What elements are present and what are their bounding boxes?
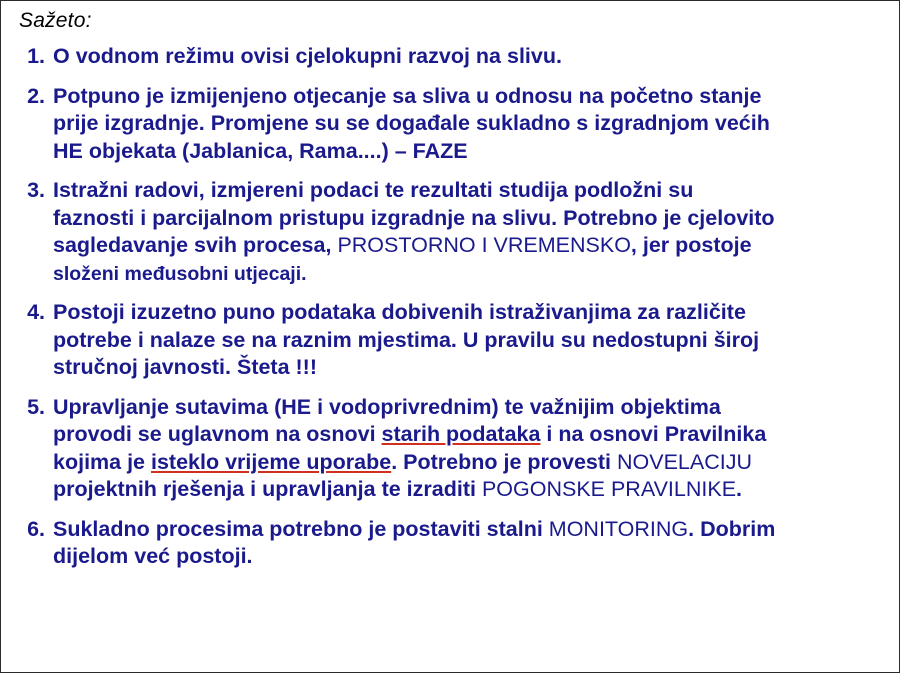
text-run: projektnih rješenja i upravljanja te izraditi — [53, 477, 482, 502]
text-run: , jer postoje — [630, 233, 752, 258]
text-run: . — [736, 477, 743, 502]
list-item-text — [53, 299, 885, 382]
text-run: starih podataka — [381, 422, 541, 447]
text-run: provodi se uglavnom na osnovi — [53, 422, 382, 447]
list-item-number: 5. — [27, 394, 45, 419]
text-run: MONITORING — [548, 516, 689, 541]
text-run: stručnoj javnosti. Šteta !!! — [53, 355, 318, 380]
text-run: složeni međusobni utjecaji. — [53, 262, 307, 285]
list-item-number: 3. — [27, 178, 45, 203]
slide-heading: Sažeto: — [19, 9, 92, 32]
text-run: Upravljanje sutavima (HE i vodoprivrednim) te važnijim objektima — [53, 394, 721, 419]
list-item-number: 6. — [27, 516, 45, 541]
list-item — [15, 394, 885, 504]
summary-list — [15, 43, 885, 571]
text-run: NOVELACIJU — [616, 449, 752, 474]
text-run: potrebe i nalaze se na raznim mjestima. U pravilu su nedostupni široj — [53, 327, 760, 352]
text-run: PROSTORNO I VREMENSKO — [337, 233, 631, 258]
text-run: dijelom već postoji. — [53, 544, 253, 569]
list-item — [15, 43, 885, 71]
list-item — [15, 83, 885, 166]
text-run: HE objekata (Jablanica, Rama....) – FAZE — [53, 138, 468, 163]
list-item-text — [53, 83, 885, 166]
list-item-text — [53, 43, 885, 71]
text-run: isteklo vrijeme uporabe — [151, 449, 392, 474]
text-run: Istražni radovi, izmjereni podaci te rezultati studija podložni su — [53, 178, 694, 203]
text-run: . Dobrim — [688, 516, 776, 541]
list-item-number: 4. — [27, 300, 45, 325]
list-item — [15, 516, 885, 571]
list-item-text — [53, 177, 885, 287]
text-run: prije izgradnje. Promjene su se događale sukladno s izgradnjom većih — [53, 111, 770, 136]
text-run: Potpuno je izmijenjeno otjecanje sa sliva u odnosu na početno stanje — [53, 83, 762, 108]
text-run: sagledavanje svih procesa, — [53, 233, 338, 258]
text-run: Sukladno procesima potrebno je postaviti stalni — [53, 516, 549, 541]
list-item — [15, 299, 885, 382]
text-run: faznosti i parcijalnom pristupu izgradnje na slivu. Potrebno je cjelovito — [53, 205, 775, 230]
text-run: i na osnovi Pravilnika — [540, 422, 767, 447]
text-run: POGONSKE PRAVILNIKE — [481, 477, 737, 502]
list-item-number: 1. — [27, 44, 45, 68]
text-run: . Potrebno je provesti — [391, 449, 617, 474]
list-item — [15, 177, 885, 287]
text-run: kojima je — [53, 449, 151, 474]
list-item-number: 2. — [27, 83, 45, 108]
text-run: Postoji izuzetno puno podataka dobivenih istraživanjima za različite — [53, 300, 746, 325]
text-run: O vodnom režimu ovisi cjelokupni razvoj na slivu. — [53, 44, 562, 68]
list-item-text — [53, 516, 885, 571]
list-item-text — [53, 394, 885, 504]
